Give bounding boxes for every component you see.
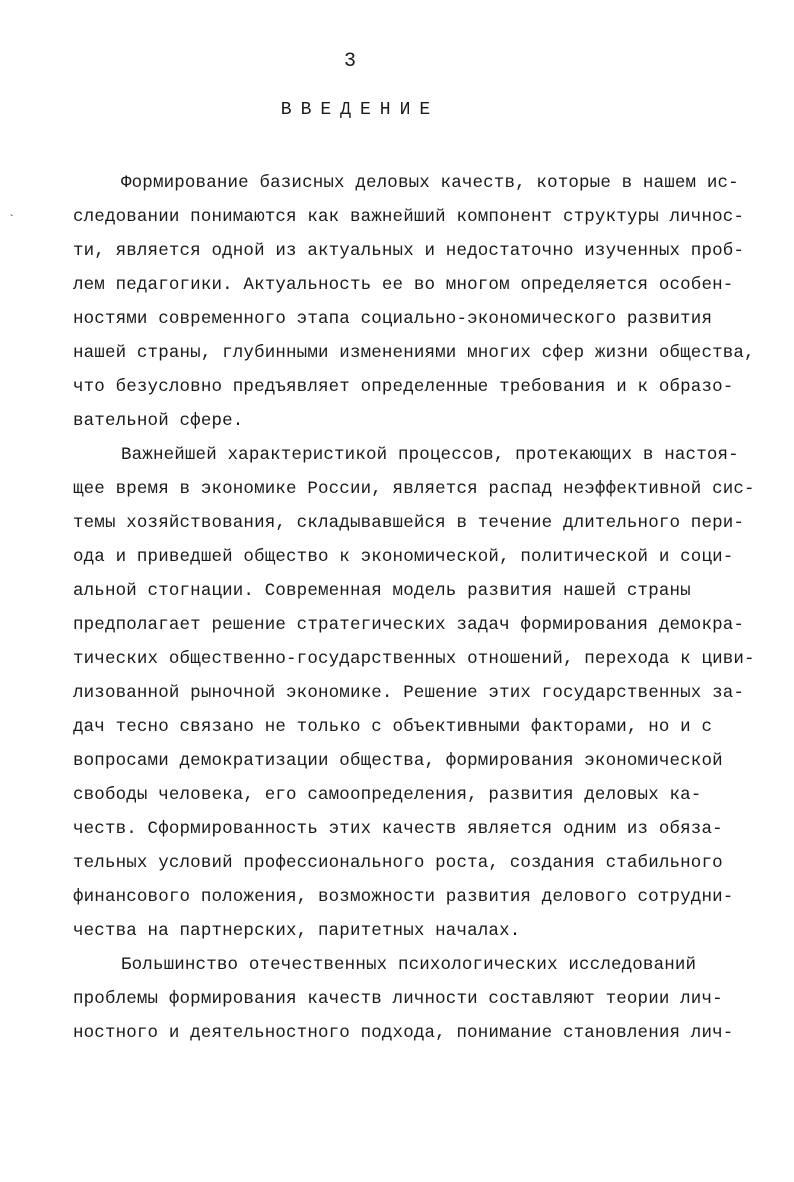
text-line: Большинство отечественных психологических исследований <box>121 955 697 975</box>
text-line: ода и приведшей общество к экономической, политической и соци- <box>73 547 734 567</box>
text-line: Формирование базисных деловых качеств, которые в нашем ис- <box>121 173 739 193</box>
text-line: проблемы формирования качеств личности составляют теории лич- <box>73 989 723 1009</box>
text-line: тических общественно-государственных отношений, перехода к циви- <box>73 649 755 669</box>
text-line: щее время в экономике России, является распад неэффективной сис- <box>73 479 755 499</box>
text-line: ностями современного этапа социально-экономического развития <box>73 309 713 329</box>
margin-mark: ` <box>8 213 16 227</box>
text-line: ностного и деятельностного подхода, понимание становления лич- <box>73 1023 734 1043</box>
text-line: дач тесно связано не только с объективными факторами, но и с <box>73 717 713 737</box>
section-heading: ВВЕДЕНИЕ <box>280 100 440 120</box>
text-line: нашей страны, глубинными изменениями многих сфер жизни общества, <box>73 343 755 363</box>
text-line: свободы человека, его самоопределения, развития деловых ка- <box>73 785 702 805</box>
text-line: альной стогнации. Современная модель развития нашей страны <box>73 581 691 601</box>
text-line: лизованной рыночной экономике. Решение этих государственных за- <box>73 683 745 703</box>
page-number: 3 <box>343 50 356 73</box>
text-line: темы хозяйствования, складывавшейся в течение длительного пери- <box>73 513 745 533</box>
text-line: честв. Сформированность этих качеств является одним из обяза- <box>73 819 723 839</box>
text-line: вательной сфере. <box>73 411 244 431</box>
text-line: чества на партнерских, паритетных началах. <box>73 921 521 941</box>
text-line: финансового положения, возможности развития делового сотрудни- <box>73 887 734 907</box>
text-line: ти, является одной из актуальных и недостаточно изученных проб- <box>73 241 745 261</box>
text-line: тельных условий профессионального роста, создания стабильного <box>73 853 723 873</box>
text-line: что безусловно предъявляет определенные требования и к образо- <box>73 377 734 397</box>
text-line: лем педагогики. Актуальность ее во многом определяется особен- <box>73 275 734 295</box>
text-line: следовании понимаются как важнейший компонент структуры личнос- <box>73 207 745 227</box>
text-line: вопросами демократизации общества, формирования экономической <box>73 751 723 771</box>
text-line: Важнейшей характеристикой процессов, протекающих в настоя- <box>121 445 739 465</box>
text-line: предполагает решение стратегических задач формирования демокра- <box>73 615 745 635</box>
